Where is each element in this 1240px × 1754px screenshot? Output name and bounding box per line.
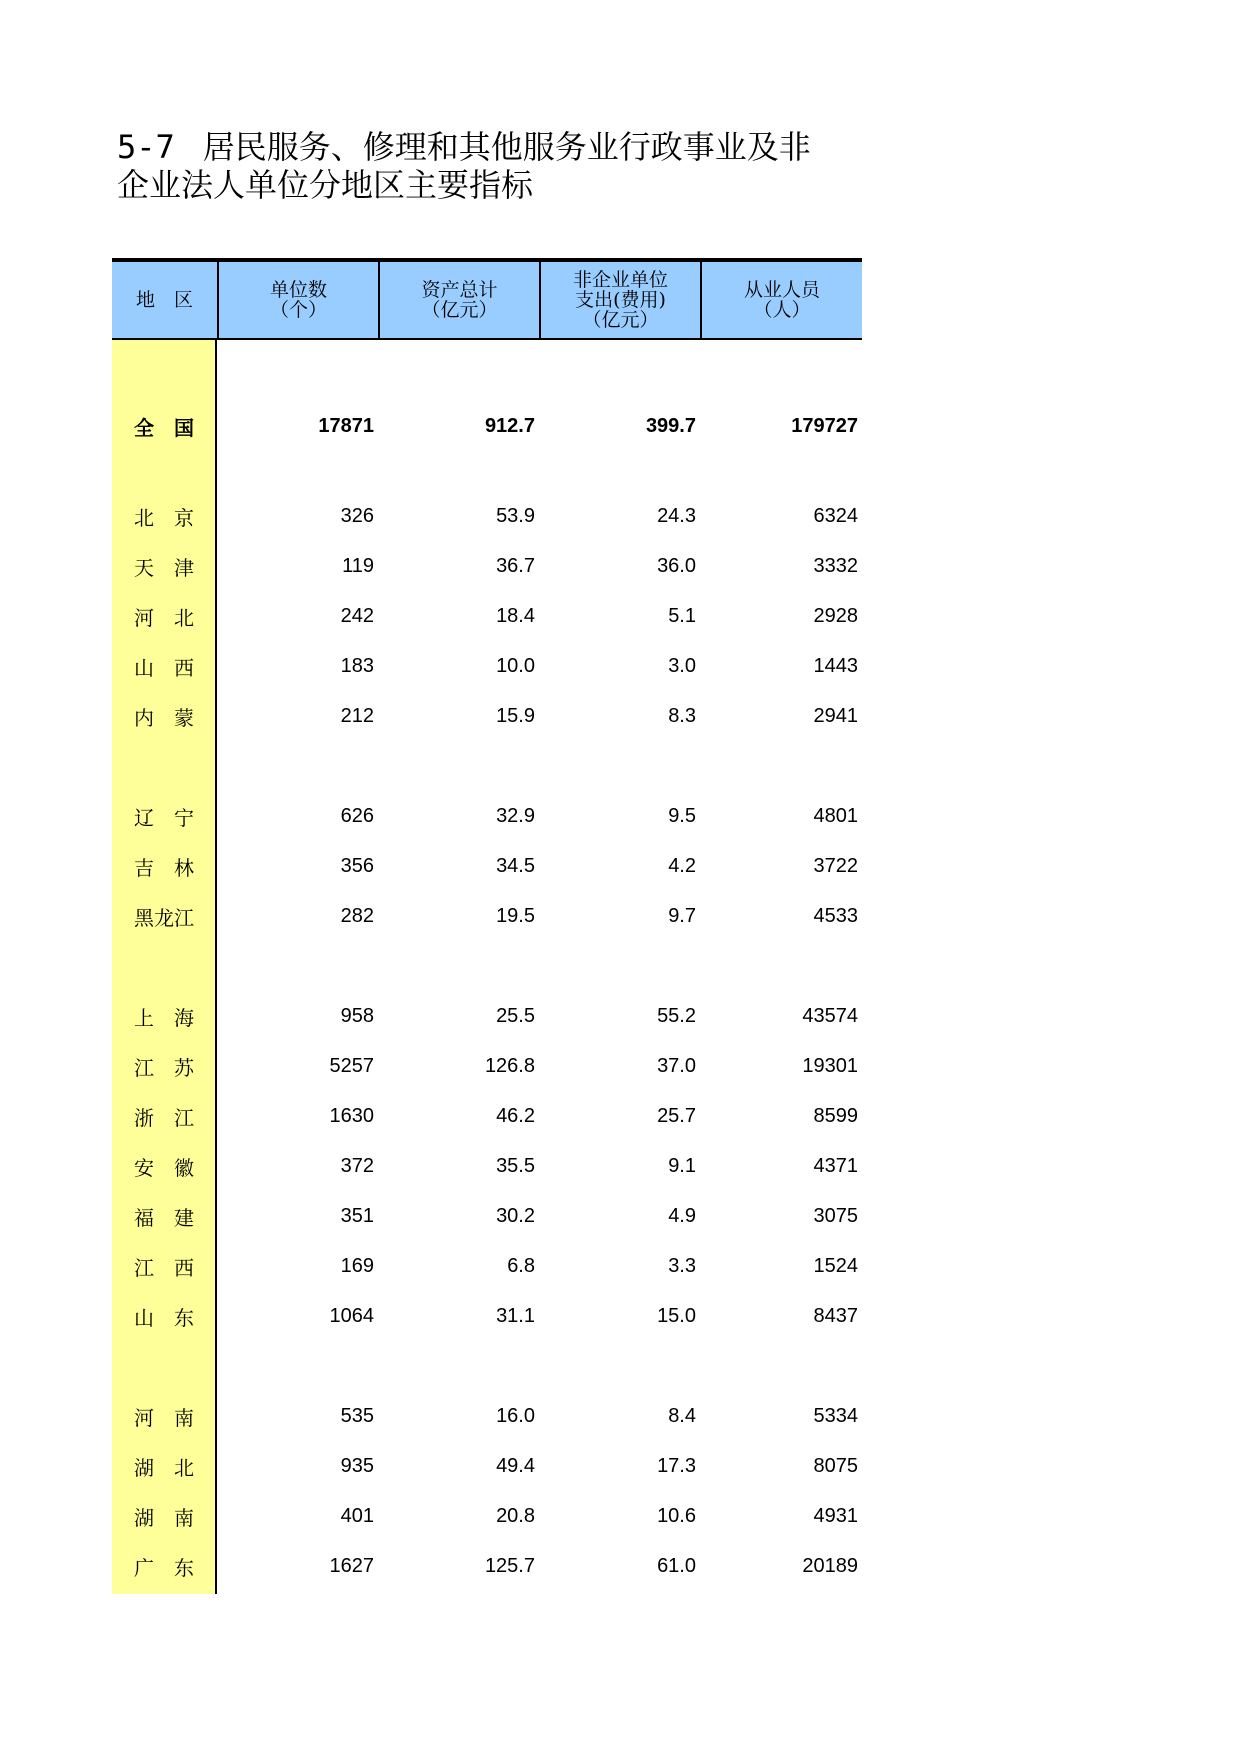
cell-assets: 19.5	[496, 904, 535, 927]
cell-employees: 2941	[813, 704, 858, 727]
cell-employees: 1443	[813, 654, 858, 677]
cell-units: 212	[340, 704, 374, 727]
cell-employees: 4371	[813, 1154, 858, 1177]
table-number: 5-7	[117, 128, 175, 166]
cell-units: 326	[340, 504, 374, 527]
header-expenditure: 非企业单位 支出(费用) （亿元）	[539, 262, 700, 338]
cell-expenditure: 9.7	[668, 904, 696, 927]
cell-assets: 30.2	[496, 1204, 535, 1227]
table-row	[112, 1296, 862, 1336]
cell-expenditure: 9.1	[668, 1154, 696, 1177]
table-row	[112, 646, 862, 686]
cell-units: 119	[342, 554, 374, 577]
region-name: 广 东	[134, 1555, 194, 1580]
cell-assets: 126.8	[484, 1054, 535, 1077]
cell-employees: 6324	[813, 504, 858, 527]
table-header	[112, 258, 862, 340]
cell-employees: 5334	[813, 1404, 858, 1427]
cell-expenditure: 8.4	[668, 1404, 696, 1427]
cell-employees: 3075	[813, 1204, 858, 1227]
cell-expenditure: 15.0	[657, 1304, 696, 1327]
region-name: 全 国	[134, 415, 194, 440]
region-name: 湖 南	[134, 1505, 194, 1530]
cell-assets: 125.7	[484, 1554, 535, 1577]
cell-assets: 912.7	[484, 414, 535, 437]
cell-expenditure: 37.0	[657, 1054, 696, 1077]
cell-expenditure: 24.3	[657, 504, 696, 527]
cell-employees: 1524	[813, 1254, 858, 1277]
cell-assets: 6.8	[507, 1254, 535, 1277]
cell-units: 401	[340, 1504, 374, 1527]
table-row	[112, 1546, 862, 1586]
region-name: 上 海	[134, 1005, 194, 1030]
table-row	[112, 996, 862, 1036]
table-row	[112, 896, 862, 936]
cell-employees: 8075	[813, 1454, 858, 1477]
title-text-1: 居民服务、修理和其他服务业行政事业及非	[202, 128, 811, 166]
cell-employees: 19301	[802, 1054, 858, 1077]
region-name: 辽 宁	[134, 805, 194, 830]
table-row	[112, 546, 862, 586]
cell-units: 17871	[318, 414, 374, 437]
region-name: 江 西	[134, 1255, 194, 1280]
cell-employees: 3722	[813, 854, 858, 877]
cell-assets: 20.8	[496, 1504, 535, 1527]
cell-units: 169	[340, 1254, 374, 1277]
table-row	[112, 796, 862, 836]
cell-assets: 34.5	[496, 854, 535, 877]
cell-employees: 3332	[813, 554, 858, 577]
cell-employees: 2928	[813, 604, 858, 627]
cell-expenditure: 399.7	[645, 414, 696, 437]
region-name: 内 蒙	[134, 705, 194, 730]
cell-assets: 25.5	[496, 1004, 535, 1027]
cell-units: 356	[340, 854, 374, 877]
region-name: 江 苏	[134, 1055, 194, 1080]
table-row	[112, 1396, 862, 1436]
cell-assets: 35.5	[496, 1154, 535, 1177]
cell-assets: 49.4	[496, 1454, 535, 1477]
cell-units: 183	[340, 654, 374, 677]
cell-units: 282	[340, 904, 374, 927]
table-row	[112, 1496, 862, 1536]
cell-units: 1064	[329, 1304, 374, 1327]
cell-units: 535	[340, 1404, 374, 1427]
cell-employees: 8437	[813, 1304, 858, 1327]
cell-expenditure: 3.3	[668, 1254, 696, 1277]
cell-assets: 53.9	[496, 504, 535, 527]
region-name: 北 京	[134, 505, 194, 530]
cell-units: 1627	[329, 1554, 374, 1577]
header-region: 地 区	[135, 289, 193, 311]
table-row	[112, 1046, 862, 1086]
header-units: 单位数 （个）	[217, 262, 378, 338]
cell-units: 1630	[329, 1104, 374, 1127]
cell-units: 958	[340, 1004, 374, 1027]
table-row	[112, 696, 862, 736]
cell-units: 351	[340, 1204, 374, 1227]
region-name: 黑龙江	[134, 905, 194, 930]
cell-expenditure: 25.7	[657, 1104, 696, 1127]
cell-expenditure: 55.2	[657, 1004, 696, 1027]
table-row	[112, 1146, 862, 1186]
region-name: 吉 林	[134, 855, 194, 880]
region-name: 山 东	[134, 1305, 194, 1330]
cell-assets: 32.9	[496, 804, 535, 827]
header-employees: 从业人员 （人）	[700, 262, 862, 338]
region-name: 湖 北	[134, 1455, 194, 1480]
cell-assets: 10.0	[496, 654, 535, 677]
region-name: 山 西	[134, 655, 194, 680]
cell-assets: 18.4	[496, 604, 535, 627]
cell-expenditure: 3.0	[668, 654, 696, 677]
region-name: 河 北	[134, 605, 194, 630]
region-name: 福 建	[134, 1205, 194, 1230]
cell-expenditure: 5.1	[668, 604, 696, 627]
cell-assets: 15.9	[496, 704, 535, 727]
cell-units: 626	[340, 804, 374, 827]
header-assets: 资产总计 （亿元）	[378, 262, 539, 338]
cell-units: 5257	[329, 1054, 374, 1077]
cell-assets: 31.1	[496, 1304, 535, 1327]
cell-employees: 43574	[802, 1004, 858, 1027]
cell-expenditure: 4.9	[668, 1204, 696, 1227]
cell-expenditure: 17.3	[657, 1454, 696, 1477]
cell-employees: 179727	[791, 414, 858, 437]
title-line-2: 企业法人单位分地区主要指标	[117, 166, 534, 204]
cell-assets: 36.7	[496, 554, 535, 577]
table-row	[112, 1096, 862, 1136]
page-title	[117, 128, 877, 204]
cell-expenditure: 8.3	[668, 704, 696, 727]
cell-employees: 20189	[802, 1554, 858, 1577]
cell-expenditure: 36.0	[657, 554, 696, 577]
cell-employees: 4931	[813, 1504, 858, 1527]
region-name: 天 津	[134, 555, 194, 580]
table-row	[112, 496, 862, 536]
cell-expenditure: 9.5	[668, 804, 696, 827]
table-row	[112, 1446, 862, 1486]
table-row	[112, 1246, 862, 1286]
table-row	[112, 1196, 862, 1236]
table-row	[112, 846, 862, 886]
table-row	[112, 406, 862, 446]
cell-expenditure: 4.2	[668, 854, 696, 877]
cell-employees: 8599	[813, 1104, 858, 1127]
region-name: 浙 江	[134, 1105, 194, 1130]
region-name: 安 徽	[134, 1155, 194, 1180]
cell-expenditure: 10.6	[657, 1504, 696, 1527]
cell-employees: 4533	[813, 904, 858, 927]
cell-units: 935	[340, 1454, 374, 1477]
region-name: 河 南	[134, 1405, 194, 1430]
cell-assets: 16.0	[496, 1404, 535, 1427]
cell-units: 372	[340, 1154, 374, 1177]
title-line-1	[117, 128, 877, 166]
cell-expenditure: 61.0	[657, 1554, 696, 1577]
table-row	[112, 596, 862, 636]
cell-assets: 46.2	[496, 1104, 535, 1127]
cell-units: 242	[340, 604, 374, 627]
cell-employees: 4801	[813, 804, 858, 827]
data-table	[112, 258, 862, 1580]
